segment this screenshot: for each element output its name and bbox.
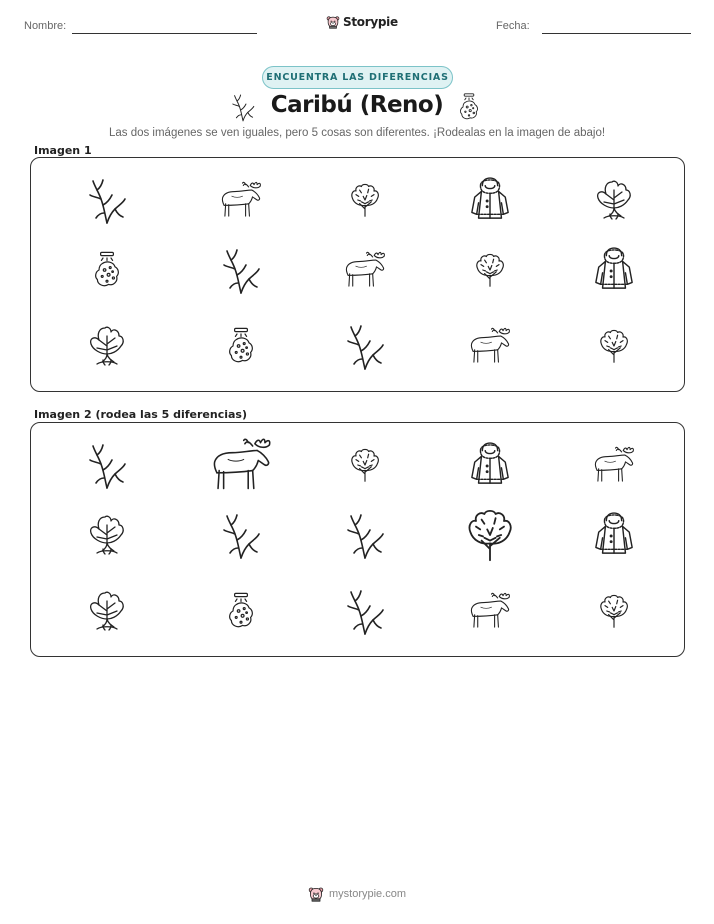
sponge-icon (225, 322, 257, 370)
lichen-icon (596, 328, 632, 364)
antler-icon (221, 510, 261, 560)
plant-icon (85, 589, 129, 633)
instructions: Las dos imágenes se ven iguales, pero 5 cosas son diferentes. ¡Rodealas en la imagen de abajo! (108, 127, 606, 139)
lichen-icon (347, 447, 383, 483)
lichen-icon (472, 252, 508, 288)
antler-icon (345, 586, 385, 636)
image1-panel (30, 157, 685, 392)
name-line[interactable] (72, 33, 257, 34)
parka-icon (469, 176, 511, 224)
image1-label: Imagen 1 (34, 144, 92, 157)
parka-icon (469, 441, 511, 489)
date-label: Fecha: (496, 20, 530, 32)
plant-icon (85, 324, 129, 368)
antler-icon (87, 175, 127, 225)
sponge-icon (91, 246, 123, 294)
parka-icon (593, 511, 635, 559)
antler-icon (345, 510, 385, 560)
antler-icon (87, 440, 127, 490)
badge-text: ENCUENTRA LAS DIFERENCIAS (266, 72, 449, 83)
moose-icon (591, 445, 637, 485)
antler-icon (221, 245, 261, 295)
moose-icon (467, 326, 513, 366)
moose-icon (342, 250, 388, 290)
brand-name: Storypie (343, 15, 398, 29)
name-label: Nombre: (24, 20, 67, 32)
antler-icon (345, 321, 385, 371)
lichen-icon (596, 593, 632, 629)
plant-icon (592, 178, 636, 222)
bear-icon (326, 14, 340, 30)
sponge-icon (225, 587, 257, 635)
parka-icon (593, 246, 635, 294)
page-title: Caribú (Reno) (270, 92, 444, 118)
image2-label: Imagen 2 (rodea las 5 diferencias) (34, 408, 248, 421)
bear-icon (308, 885, 324, 903)
image2-panel[interactable] (30, 422, 685, 657)
moose-icon (208, 436, 275, 494)
plant-icon (85, 513, 129, 557)
brand-logo (326, 14, 398, 30)
moose-icon (467, 591, 513, 631)
footer (0, 885, 714, 903)
footer-site: mystorypie.com (328, 888, 407, 900)
sponge-icon (457, 92, 481, 122)
moose-icon (218, 180, 264, 220)
date-line[interactable] (542, 33, 691, 34)
lichen-icon (347, 182, 383, 218)
activity-badge (262, 66, 453, 89)
lichen-icon (462, 507, 518, 563)
